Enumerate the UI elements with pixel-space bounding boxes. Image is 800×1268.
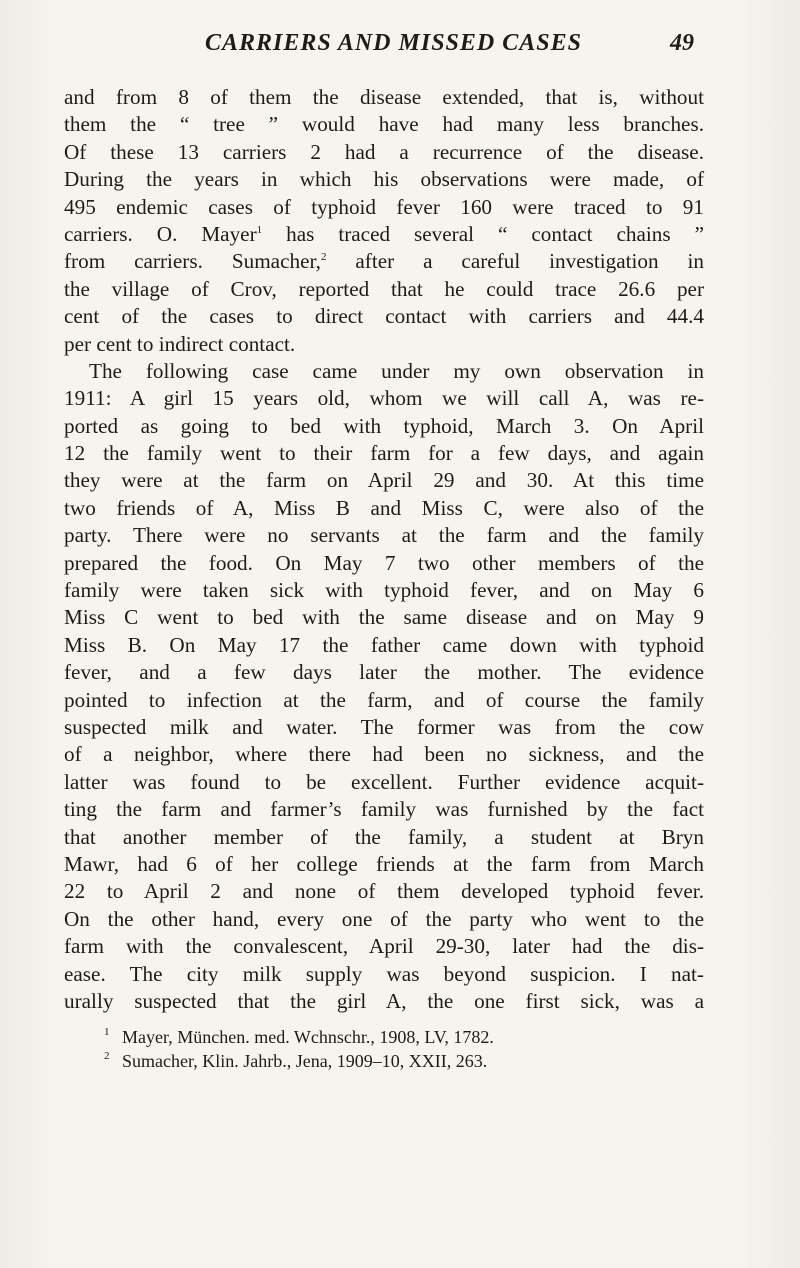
footnote-text: Sumacher, Klin. Jahrb., Jena, 1909–10, XXII, 263.	[122, 1051, 488, 1071]
footnote	[104, 1025, 704, 1049]
text-line: two friends of A, Miss B and Miss C, were also of the	[64, 495, 704, 520]
text-line: prepared the food. On May 7 two other members of the	[64, 550, 704, 575]
text-line: 22 to April 2 and none of them developed typhoid fever.	[64, 879, 704, 904]
text-line: they were at the farm on April 29 and 30. At this time	[64, 468, 704, 493]
text-line: pointed to infection at the farm, and of course the family	[64, 687, 704, 712]
text-segment: after a careful investigation in	[326, 249, 704, 274]
text-segment: has traced several “ contact chains ”	[262, 221, 705, 246]
text-line: the village of Crov, reported that he could trace 26.6 per	[64, 276, 704, 301]
footnotes	[104, 1025, 704, 1073]
text-line: and from 8 of them the disease extended, that is, without	[64, 85, 704, 109]
text-line: suspected milk and water. The former was from the cow	[64, 714, 704, 739]
text-line: them the “ tree ” would have had many less branches.	[64, 112, 704, 137]
text-line: 12 the family went to their farm for a few days, and again	[64, 441, 704, 466]
text-line: ting the farm and farmer’s family was furnished by the fact	[64, 797, 704, 822]
text-line: farm with the convalescent, April 29-30, later had the dis-	[64, 934, 704, 959]
text-line: During the years in which his observations were made, of	[64, 167, 704, 192]
running-head: CARRIERS AND MISSED CASES	[205, 30, 582, 56]
text-line: The following case came under my own observation in	[89, 358, 704, 383]
footnote-ref: 1	[256, 223, 263, 236]
text-line: that another member of the family, a student at Bryn	[64, 824, 704, 849]
text-segment: carriers. O. Mayer	[64, 221, 257, 246]
text-line: party. There were no servants at the farm and the family	[64, 523, 704, 548]
text-line: On the other hand, every one of the party who went to the	[64, 906, 704, 931]
footnote-text: Mayer, München. med. Wchnschr., 1908, LV, 1782.	[122, 1027, 494, 1047]
footnote-marker: 2	[104, 1050, 110, 1062]
text-line	[64, 248, 704, 275]
footnote-marker: 1	[104, 1026, 110, 1038]
body-text	[64, 84, 704, 1015]
page-number: 49	[670, 30, 694, 56]
text-line	[64, 221, 704, 248]
text-line: Mawr, had 6 of her college friends at the farm from March	[64, 851, 704, 876]
text-line: Of these 13 carriers 2 had a recurrence of the disease.	[64, 139, 704, 164]
text-line: urally suspected that the girl A, the one first sick, was a	[64, 988, 704, 1013]
text-line: of a neighbor, where there had been no sickness, and the	[64, 742, 704, 767]
text-line: family were taken sick with typhoid fever, and on May 6	[64, 578, 704, 603]
text-line: cent of the cases to direct contact with carriers and 44.4	[64, 304, 704, 329]
footnote	[104, 1049, 704, 1073]
text-line: Miss C went to bed with the same disease and on May 9	[64, 605, 704, 630]
text-line: ease. The city milk supply was beyond suspicion. I nat-	[64, 961, 704, 986]
text-line: latter was found to be excellent. Further evidence acquit-	[64, 769, 704, 794]
text-line: 1911: A girl 15 years old, whom we will call A, was re-	[64, 386, 704, 411]
text-segment: from carriers. Sumacher,	[64, 249, 321, 274]
text-line: ported as going to bed with typhoid, March 3. On April	[64, 413, 704, 438]
text-line: Miss B. On May 17 the father came down with typhoid	[64, 632, 704, 657]
footnote-ref: 2	[320, 251, 327, 264]
text-line: fever, and a few days later the mother. The evidence	[64, 660, 704, 685]
text-line: per cent to indirect contact.	[64, 331, 296, 356]
text-line: 495 endemic cases of typhoid fever 160 were traced to 91	[64, 194, 704, 219]
page-header	[205, 22, 705, 66]
